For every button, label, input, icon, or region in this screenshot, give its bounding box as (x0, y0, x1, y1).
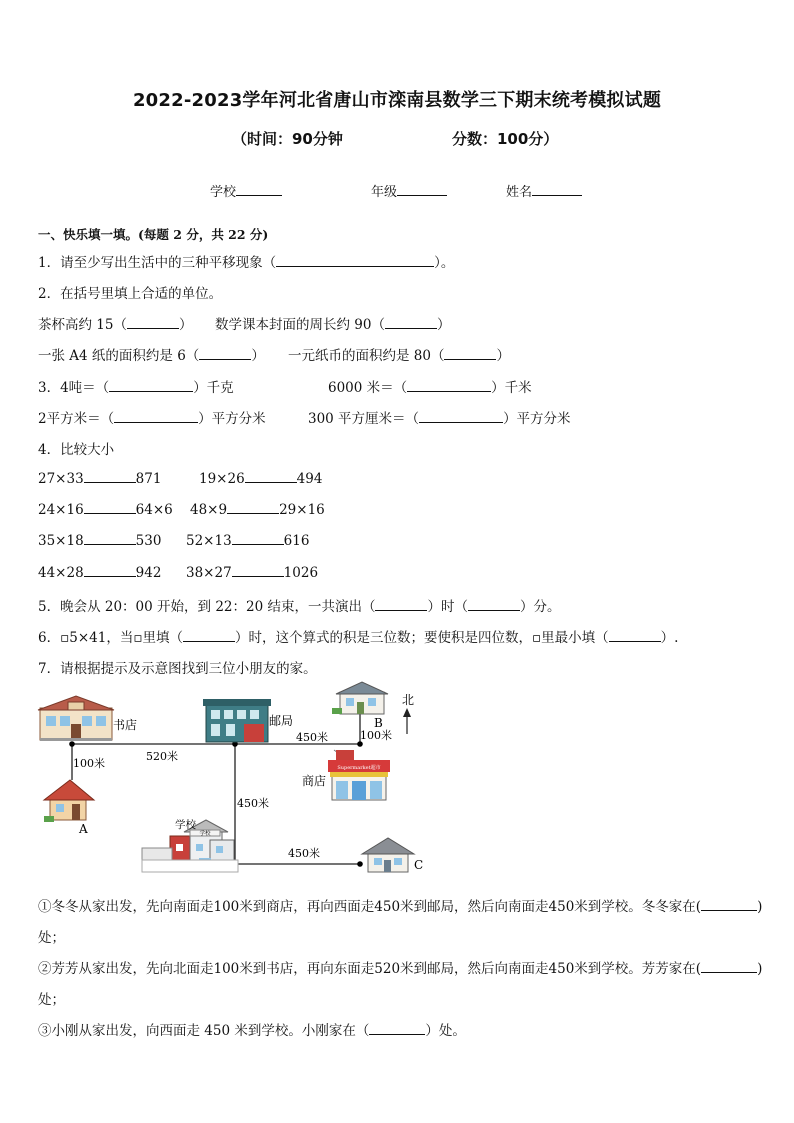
q5-minutes-blank[interactable] (468, 598, 520, 611)
question-4: 4．比较大小 (38, 442, 115, 458)
north-arrow-icon (403, 708, 411, 734)
shop-building-icon (328, 750, 390, 800)
compare-left: 44×28 (38, 565, 84, 581)
q7-sub3-end: ）处。 (425, 1023, 466, 1039)
distance-450-bottom: 450米 (288, 847, 320, 860)
compare-item (38, 532, 161, 549)
q2-item-b (215, 313, 450, 333)
compare-right: 64×6 (135, 502, 173, 518)
q2a-end: ） (178, 317, 193, 333)
house-a-icon (44, 780, 94, 822)
school-label: 学校 (175, 819, 196, 831)
q3a-end: ）千克 (193, 380, 234, 396)
q3-item-b (328, 376, 532, 396)
north-label: 北 (402, 693, 415, 707)
compare-left: 27×33 (38, 471, 84, 487)
q7-sub2-end: 处； (38, 992, 65, 1008)
compare-left: 19×26 (199, 471, 245, 487)
name-label: 姓名 (506, 185, 533, 200)
compare-blank[interactable] (227, 501, 279, 514)
q2b-text: 数学课本封面的周长约 90（ (215, 317, 385, 333)
post-office-label: 邮局 (269, 714, 294, 728)
post-office-building-icon (203, 699, 271, 742)
q3d-blank[interactable] (419, 410, 503, 423)
question-2: 2．在括号里填上合适的单位。 (38, 286, 223, 302)
supermarket-sign: Supermarket超市 (337, 765, 381, 771)
page-title: 2022-2023学年河北省唐山市滦南县数学三下期末统考模拟试题 (132, 90, 662, 111)
q2-item-a (38, 313, 192, 333)
q7-sub-1 (38, 895, 762, 915)
grade-label: 年级 (371, 185, 398, 200)
question-1 (38, 251, 454, 271)
q6-blank-1[interactable] (183, 629, 235, 642)
q2c-blank[interactable] (199, 347, 251, 360)
q7-sub1-text: ①冬冬从家出发，先向南面走100米到商店，再向西面走450米到邮局，然后向南面走450米到学校。冬冬家在( (38, 899, 702, 915)
q2a-text: 茶杯高约 15（ (38, 317, 127, 333)
compare-left: 38×27 (186, 565, 232, 581)
compare-right: 616 (283, 533, 310, 549)
compare-right: 29×16 (279, 502, 325, 518)
q3c-end: ）平方分米 (198, 411, 266, 427)
distance-520: 520米 (146, 750, 178, 763)
q3a-text: 3．4吨＝（ (38, 380, 110, 396)
q2b-blank[interactable] (385, 316, 437, 329)
q2d-end: ） (496, 348, 510, 364)
distance-100-a: 100米 (73, 757, 105, 770)
distance-100-b: 100米 (360, 729, 392, 742)
node-shop (357, 741, 363, 747)
q7-sub2-blank[interactable] (701, 960, 757, 973)
question-5 (38, 595, 560, 615)
q3-item-d (308, 407, 571, 427)
q1-blank[interactable] (276, 254, 434, 267)
bookstore-label: 书店 (113, 718, 138, 732)
grade-blank[interactable] (397, 183, 447, 196)
q3a-blank[interactable] (109, 379, 193, 392)
q7-sub1-end: 处； (38, 930, 65, 946)
compare-left: 52×13 (186, 533, 232, 549)
q3b-end: ）千米 (491, 380, 532, 396)
q3d-end: ）平方分米 (503, 411, 571, 427)
q3c-blank[interactable] (114, 410, 198, 423)
q7-sub1-blank[interactable] (701, 898, 757, 911)
label-b: B (374, 716, 383, 730)
location-map (30, 680, 470, 885)
q2d-blank[interactable] (444, 347, 496, 360)
q2b-end: ） (436, 317, 451, 333)
compare-right: 871 (135, 471, 162, 487)
school-label: 学校 (210, 185, 237, 200)
q3b-blank[interactable] (407, 379, 491, 392)
compare-blank[interactable] (84, 470, 136, 483)
compare-right: 1026 (283, 565, 319, 581)
shop-label: 商店 (302, 774, 327, 788)
q7-sub2-close: ) (757, 961, 763, 977)
q5-text-c: ）分。 (519, 599, 561, 615)
q2-item-d (288, 344, 510, 364)
compare-blank[interactable] (232, 532, 284, 545)
q5-hours-blank[interactable] (375, 598, 427, 611)
compare-blank[interactable] (245, 470, 297, 483)
school-blank[interactable] (236, 183, 282, 196)
exam-score: 分数：100分） (452, 130, 559, 148)
compare-blank[interactable] (232, 564, 284, 577)
compare-item (186, 532, 309, 549)
house-c-icon (362, 838, 414, 872)
q5-text-a: 5．晚会从 20：00 开始，到 22：20 结束，一共演出（ (38, 599, 376, 615)
q3-item-c (38, 407, 266, 427)
q6-text-b: ）时，这个算式的积是三位数；要使积是四位数，▫里最小填（ (234, 630, 609, 646)
q7-sub1-close: ) (757, 899, 763, 915)
name-blank[interactable] (532, 183, 582, 196)
compare-item (38, 501, 173, 518)
q3c-text: 2平方米＝（ (38, 411, 115, 427)
q2-item-c (38, 344, 265, 364)
q1-text: 1．请至少写出生活中的三种平移现象（ (38, 255, 277, 271)
compare-left: 24×16 (38, 502, 84, 518)
q5-text-b: ）时（ (427, 599, 468, 615)
compare-right: 494 (296, 471, 323, 487)
compare-item (38, 564, 161, 581)
distance-450-top: 450米 (296, 731, 328, 744)
section-heading: 一、快乐填一填。(每题 2 分，共 22 分) (38, 227, 269, 242)
compare-item (186, 564, 318, 581)
q3d-text: 300 平方厘米＝（ (308, 411, 420, 427)
exam-time: （时间：90分钟 (232, 130, 343, 148)
house-b-icon (332, 682, 388, 714)
q3b-text: 6000 米＝（ (328, 380, 408, 396)
question-6 (38, 626, 678, 646)
compare-right: 530 (135, 533, 162, 549)
compare-blank[interactable] (84, 532, 136, 545)
q1-end: ）。 (434, 255, 455, 271)
compare-blank[interactable] (84, 564, 136, 577)
q2c-end: ） (251, 348, 265, 364)
school-sign: 学校 (199, 831, 211, 837)
compare-left: 35×18 (38, 533, 84, 549)
q6-text-a: 6．▫5×41，当▫里填（ (38, 630, 183, 646)
q7-sub-2 (38, 957, 762, 977)
q6-blank-2[interactable] (609, 629, 661, 642)
name-field[interactable] (506, 181, 582, 200)
q2c-text: 一张 A4 纸的面积约是 6（ (38, 348, 200, 364)
q2a-blank[interactable] (127, 316, 179, 329)
question-7: 7．请根据提示及示意图找到三位小朋友的家。 (38, 661, 317, 677)
grade-field[interactable] (371, 181, 447, 200)
compare-item (199, 470, 322, 487)
school-field[interactable] (210, 181, 282, 200)
compare-item (38, 470, 161, 487)
q7-sub3-blank[interactable] (369, 1022, 425, 1035)
compare-right: 942 (135, 565, 162, 581)
node-c (357, 861, 363, 867)
label-a: A (79, 822, 88, 836)
q7-sub-3 (38, 1019, 466, 1039)
node-bookstore (69, 741, 75, 747)
bookstore-building-icon (38, 696, 114, 741)
compare-item (190, 501, 325, 518)
compare-blank[interactable] (84, 501, 136, 514)
distance-450-vertical: 450米 (237, 797, 269, 810)
q7-sub2-text: ②芳芳从家出发，先向北面走100米到书店，再向东面走520米到邮局，然后向南面走450米到学校。芳芳家在( (38, 961, 702, 977)
q6-text-c: ）. (660, 630, 679, 646)
compare-left: 48×9 (190, 502, 228, 518)
q3-item-a (38, 376, 234, 396)
q2d-text: 一元纸币的面积约是 80（ (288, 348, 445, 364)
label-c: C (414, 858, 424, 872)
q7-sub3-text: ③小刚从家出发，向西面走 450 米到学校。小刚家在（ (38, 1023, 370, 1039)
